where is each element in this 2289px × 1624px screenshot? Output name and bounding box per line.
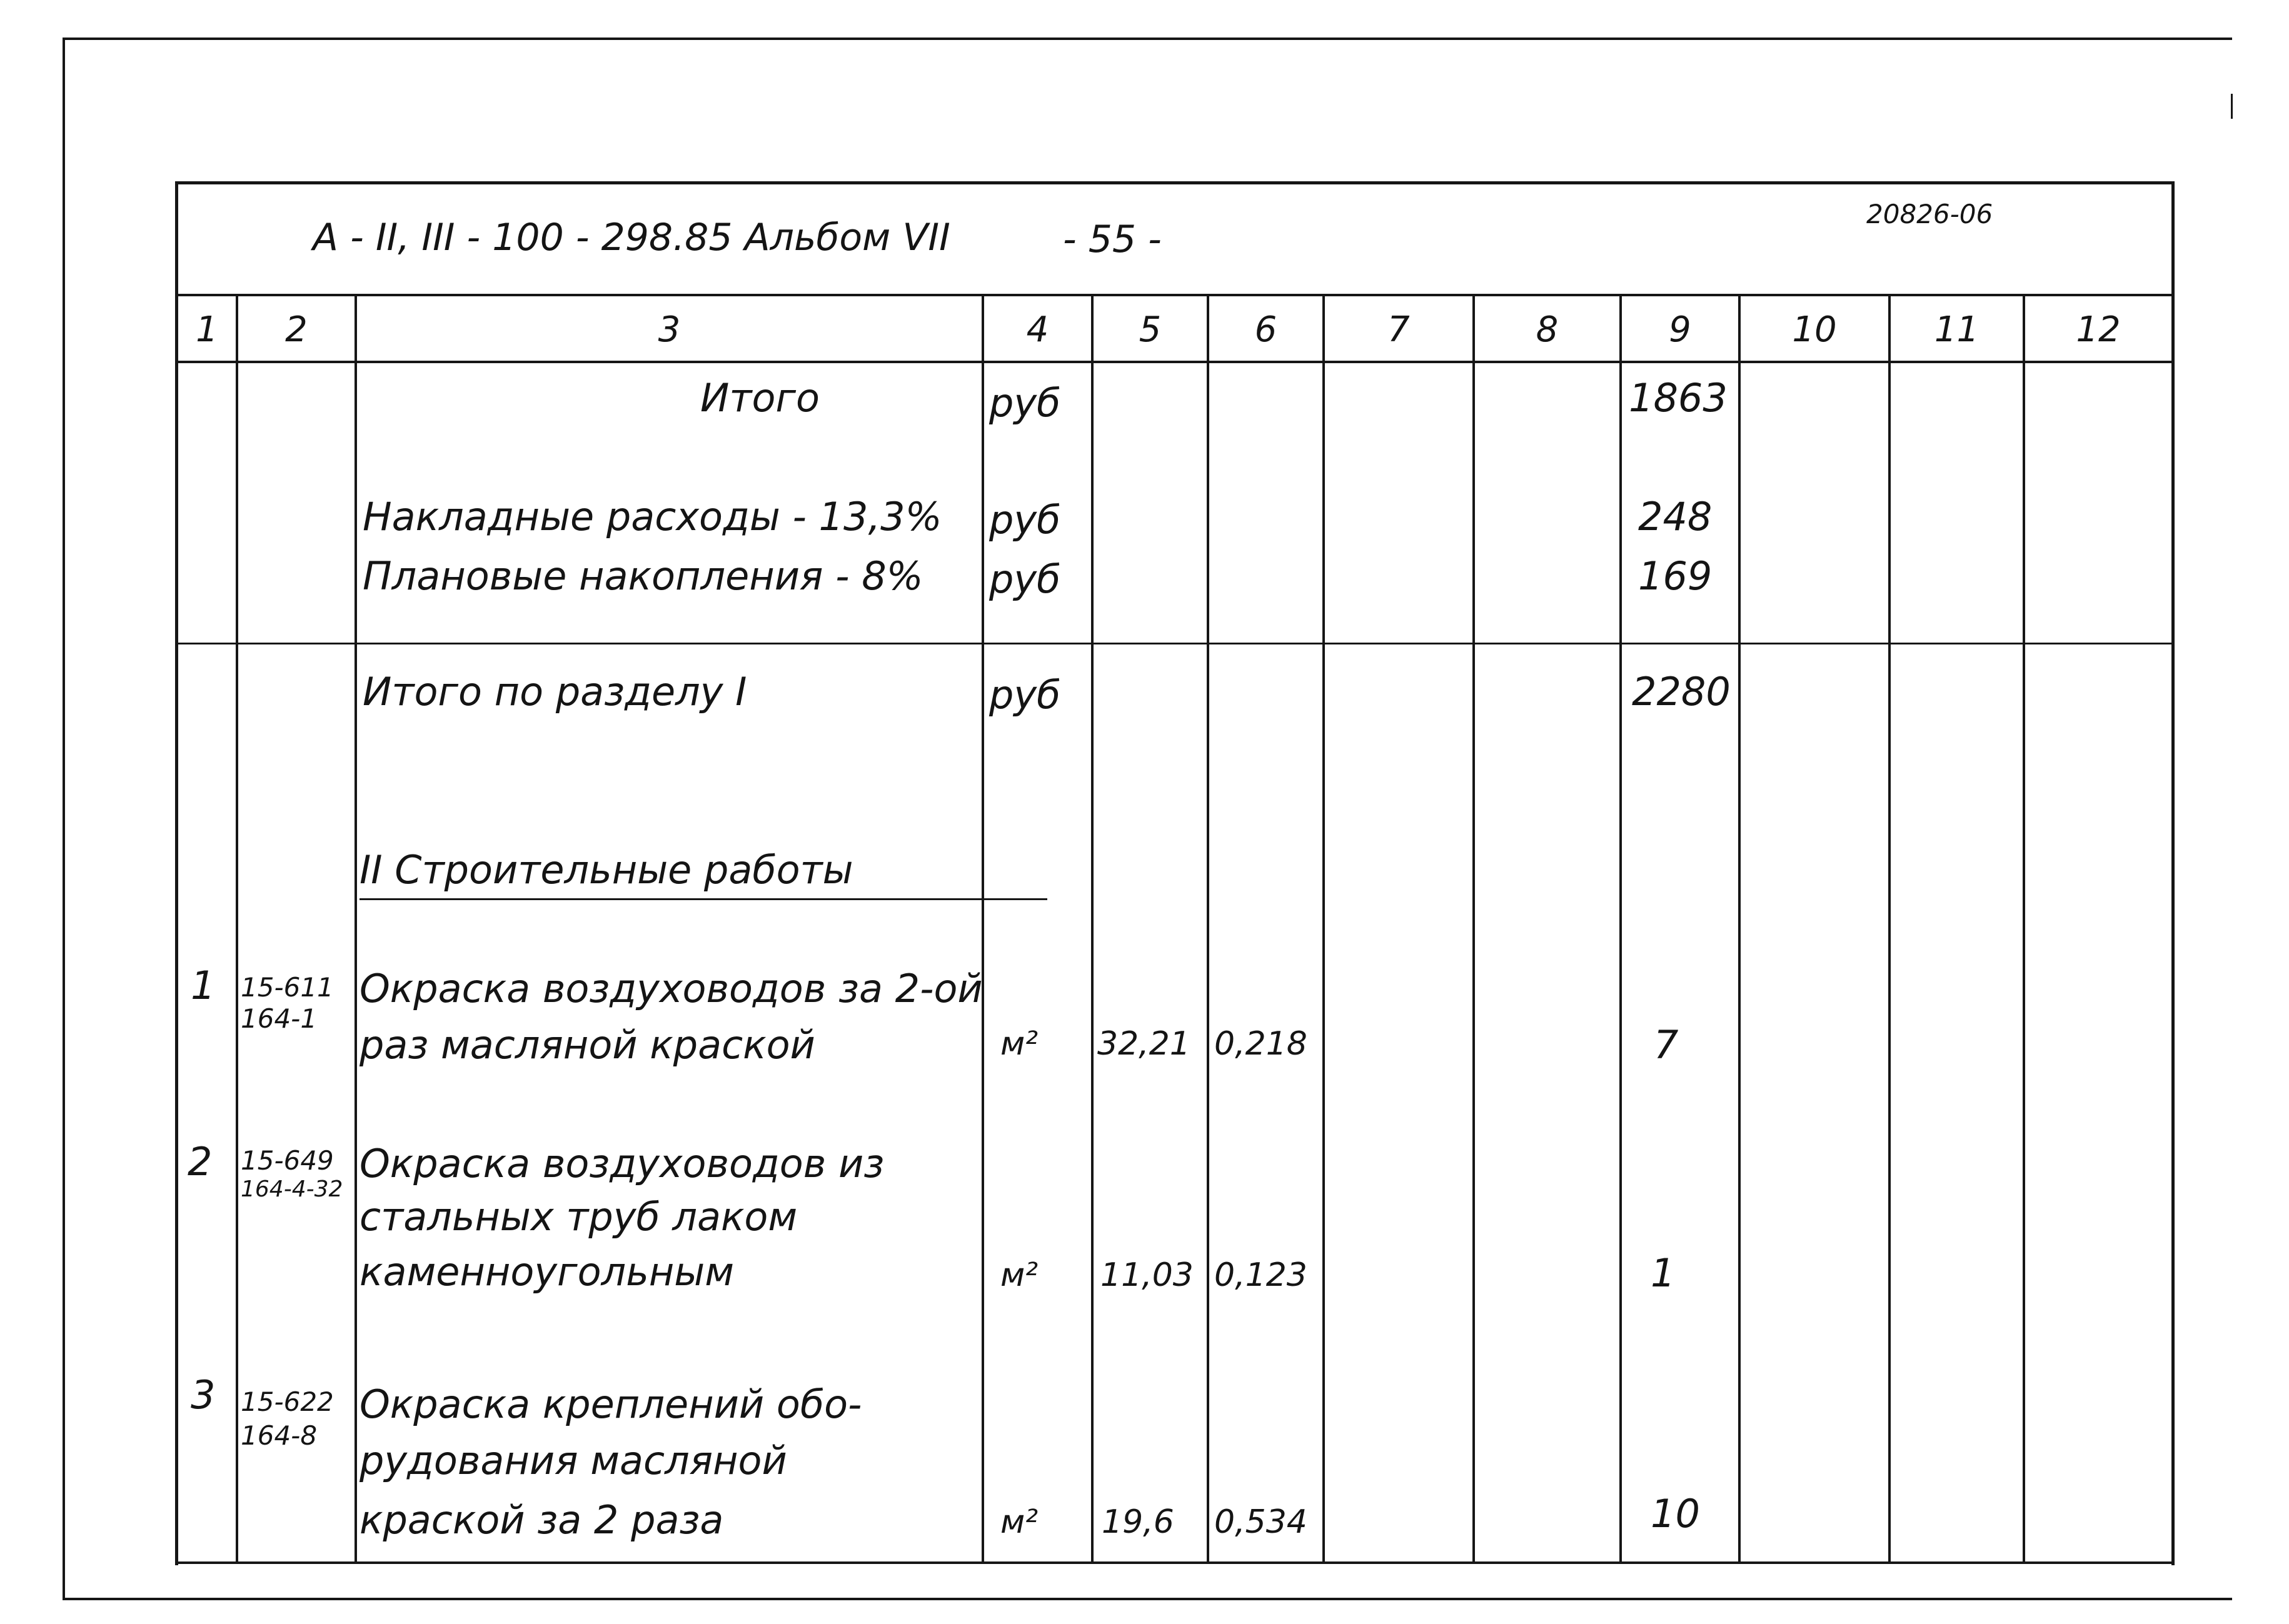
row-itogo-total: 1863 — [1629, 375, 1728, 421]
table-left-border — [175, 181, 178, 1565]
section-heading-underline — [360, 898, 1047, 900]
item-3-quantity: 19,6 — [1102, 1503, 1174, 1541]
col-line-2 — [355, 294, 357, 1564]
row-overhead-total: 248 — [1638, 494, 1713, 539]
item-2-total: 1 — [1651, 1250, 1676, 1296]
item-1-rate: 0,218 — [1214, 1025, 1307, 1063]
col-line-11 — [2023, 294, 2025, 1564]
item-3-total: 10 — [1651, 1491, 1700, 1536]
col-num-10: 10 — [1792, 309, 1837, 350]
item-3-code-line-1: 15-622 — [241, 1386, 334, 1417]
table-top-border — [175, 181, 2175, 184]
col-line-6 — [1322, 294, 1325, 1564]
document-code: А - II, III - 100 - 298.85 Альбом VII — [313, 216, 950, 259]
row-overhead-unit: руб — [989, 497, 1061, 543]
col-num-8: 8 — [1536, 309, 1559, 350]
section-heading-construction: II Строительные работы — [360, 847, 853, 893]
item-3-description-line-3: краской за 2 раза — [360, 1497, 724, 1543]
item-1-description-line-2: раз масляной краской — [360, 1022, 815, 1068]
col-num-11: 11 — [1934, 309, 1980, 350]
item-1-unit: м² — [1000, 1025, 1039, 1063]
frame-left-border — [63, 38, 65, 1600]
item-2-rate: 0,123 — [1214, 1256, 1307, 1294]
item-3-unit: м² — [1000, 1503, 1039, 1541]
row-itogo-description: Итого — [700, 375, 820, 421]
row-planned-unit: руб — [989, 556, 1061, 602]
col-num-3: 3 — [658, 309, 681, 350]
col-num-2: 2 — [285, 309, 308, 350]
row-section-total-unit: руб — [989, 672, 1061, 718]
column-numbers-separator — [175, 361, 2175, 363]
row-overhead-description: Накладные расходы - 13,3% — [363, 494, 942, 539]
item-2-unit: м² — [1000, 1256, 1039, 1294]
col-line-5 — [1207, 294, 1209, 1564]
row-section-total-value: 2280 — [1632, 669, 1731, 714]
item-2-code-line-1: 15-649 — [241, 1145, 334, 1176]
item-2-description-line-1: Окраска воздуховодов из — [360, 1141, 885, 1186]
row-planned-description: Плановые накопления - 8% — [363, 553, 923, 599]
row-planned-total: 169 — [1638, 553, 1713, 599]
item-2-description-line-2: стальных труб лаком — [360, 1194, 798, 1240]
frame-top-border — [63, 38, 2232, 40]
frame-right-mark — [2231, 94, 2233, 119]
col-num-6: 6 — [1254, 309, 1277, 350]
title-row-separator — [175, 294, 2175, 296]
item-1-code-line-2: 164-1 — [241, 1003, 318, 1034]
col-line-4 — [1091, 294, 1094, 1564]
item-2-description-line-3: каменноугольным — [360, 1249, 734, 1295]
row-itogo-unit: руб — [989, 380, 1061, 426]
col-line-7 — [1472, 294, 1475, 1564]
sheet-number: 20826-06 — [1866, 199, 1993, 229]
item-2-code-line-2: 164-4-32 — [241, 1176, 343, 1202]
col-num-1: 1 — [196, 309, 218, 350]
col-line-8 — [1619, 294, 1622, 1564]
item-1-total: 7 — [1654, 1022, 1679, 1068]
table-right-border — [2171, 181, 2175, 1565]
col-line-9 — [1738, 294, 1741, 1564]
col-line-3 — [982, 294, 984, 1564]
table-bottom-border — [178, 1561, 2175, 1564]
item-1-number: 1 — [191, 963, 216, 1008]
item-3-rate: 0,534 — [1214, 1503, 1307, 1541]
item-3-description-line-1: Окраска креплений обо- — [360, 1381, 862, 1427]
item-1-code-line-1: 15-611 — [241, 972, 334, 1003]
item-3-number: 3 — [191, 1372, 216, 1418]
section-separator — [175, 643, 2175, 644]
col-num-5: 5 — [1139, 309, 1162, 350]
col-num-12: 12 — [2076, 309, 2121, 350]
item-3-code-line-2: 164-8 — [241, 1420, 318, 1451]
page-number: - 55 - — [1063, 218, 1162, 261]
frame-bottom-border — [63, 1598, 2232, 1600]
col-num-9: 9 — [1669, 309, 1691, 350]
item-2-quantity: 11,03 — [1100, 1256, 1194, 1294]
item-1-description-line-1: Окраска воздуховодов за 2-ой — [360, 966, 983, 1011]
item-3-description-line-2: рудования масляной — [360, 1438, 787, 1483]
col-line-10 — [1888, 294, 1891, 1564]
row-section-total-description: Итого по разделу I — [363, 669, 747, 714]
col-num-7: 7 — [1387, 309, 1410, 350]
col-num-4: 4 — [1026, 309, 1049, 350]
item-1-quantity: 32,21 — [1097, 1025, 1190, 1063]
col-line-1 — [236, 294, 238, 1564]
item-2-number: 2 — [188, 1139, 213, 1185]
